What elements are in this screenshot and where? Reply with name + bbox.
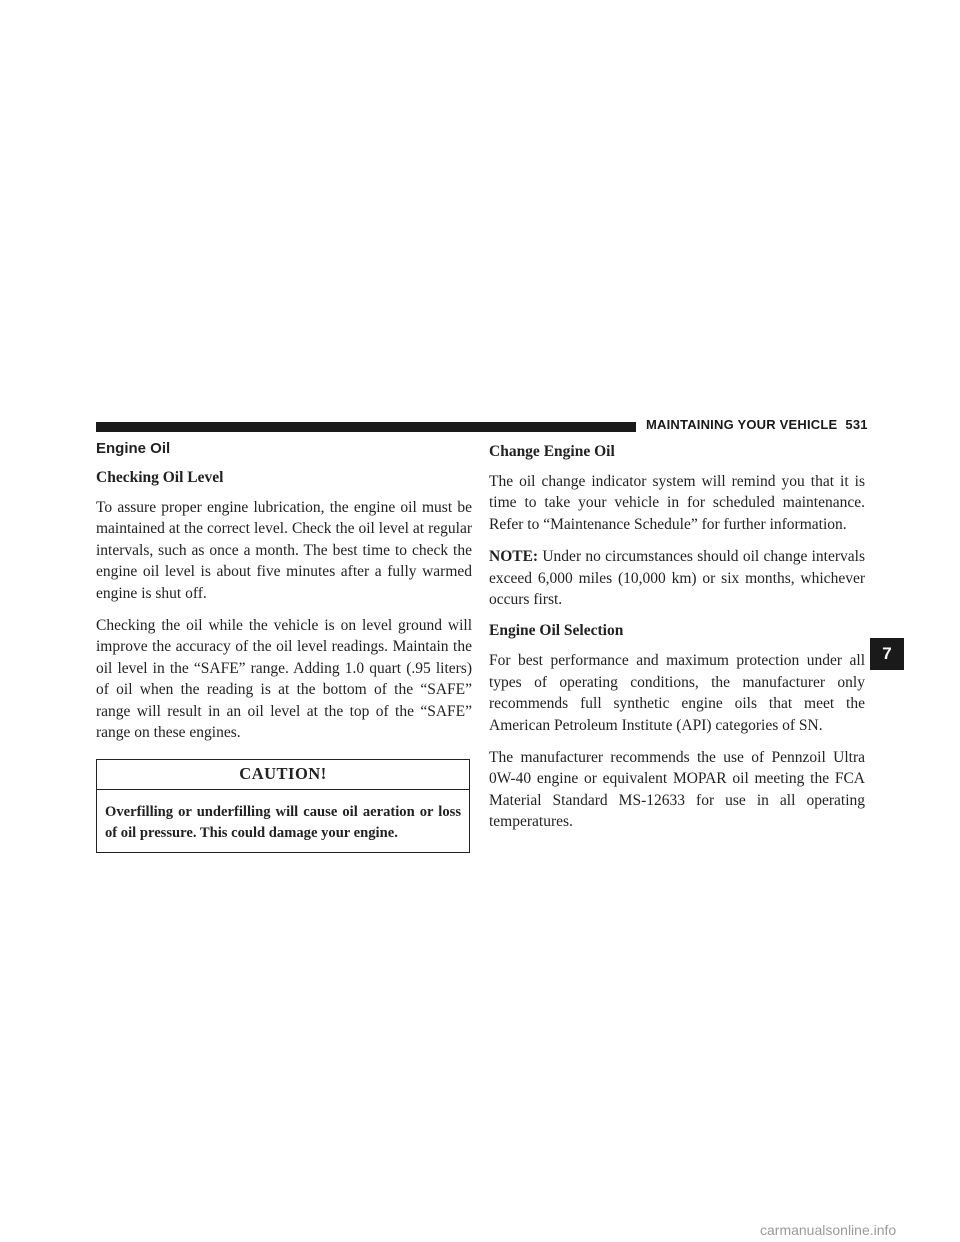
subhead-change-engine-oil: Change Engine Oil (489, 443, 615, 460)
paragraph-oil-level: Checking the oil while the vehicle is on level ground will improve the accuracy of the oil level readings. Maintain the oil level in the “SAFE” range. Adding 1.0 quart (.95 liters) of oil when the reading is at the bottom of the “SAFE” range will result in an oil level at the top of the “SAFE” range on these engines. (96, 617, 472, 742)
caution-box (96, 759, 470, 853)
running-header (646, 417, 868, 432)
header-rule (96, 422, 636, 432)
watermark: carmanualsonline.info (760, 1222, 897, 1238)
subhead-engine-oil-selection: Engine Oil Selection (489, 622, 624, 640)
note-paragraph (489, 546, 865, 610)
paragraph-oil-change-indicator: The oil change indicator system will remind you that it is time to take your vehicle in for scheduled maintenance. Refer to “Maintenance Schedule” for further information. (489, 473, 865, 533)
note-text: Under no circumstances should oil change intervals exceed 6,000 miles (10,000 km) or six months, whichever occurs first. (489, 548, 865, 609)
chapter-tab: 7 (870, 638, 904, 670)
caution-title: CAUTION! (97, 760, 469, 790)
paragraph-performance: For best performance and maximum protection under all types of operating conditions, the manufacturer only recommends full synthetic engine oils that meet the American Petroleum Institute (API) categories of SN. (489, 652, 865, 734)
right-column (489, 442, 865, 844)
paragraph-lubrication: To assure proper engine lubrication, the engine oil must be maintained at the correct level. Check the oil level at regular intervals, such as once a month. The best time to check the engine oil level is about five minutes after a fully warmed engine is shut off. (96, 499, 472, 602)
note-label: NOTE: (489, 548, 539, 566)
page-number: 531 (845, 417, 868, 432)
header-section: MAINTAINING YOUR VEHICLE (646, 417, 838, 432)
paragraph-recommendation: The manufacturer recommends the use of Pennzoil Ultra 0W-40 engine or equivalent MOPAR oil meeting the FCA Material Standard MS-12633 for use in all operating temperatures. (489, 749, 865, 831)
section-title: Engine Oil (96, 440, 171, 457)
caution-text: Overfilling or underfilling will cause oil aeration or loss of oil pressure. This could damage your engine. (105, 804, 461, 842)
left-column (96, 440, 472, 853)
subhead-checking-oil-level: Checking Oil Level (96, 469, 224, 486)
